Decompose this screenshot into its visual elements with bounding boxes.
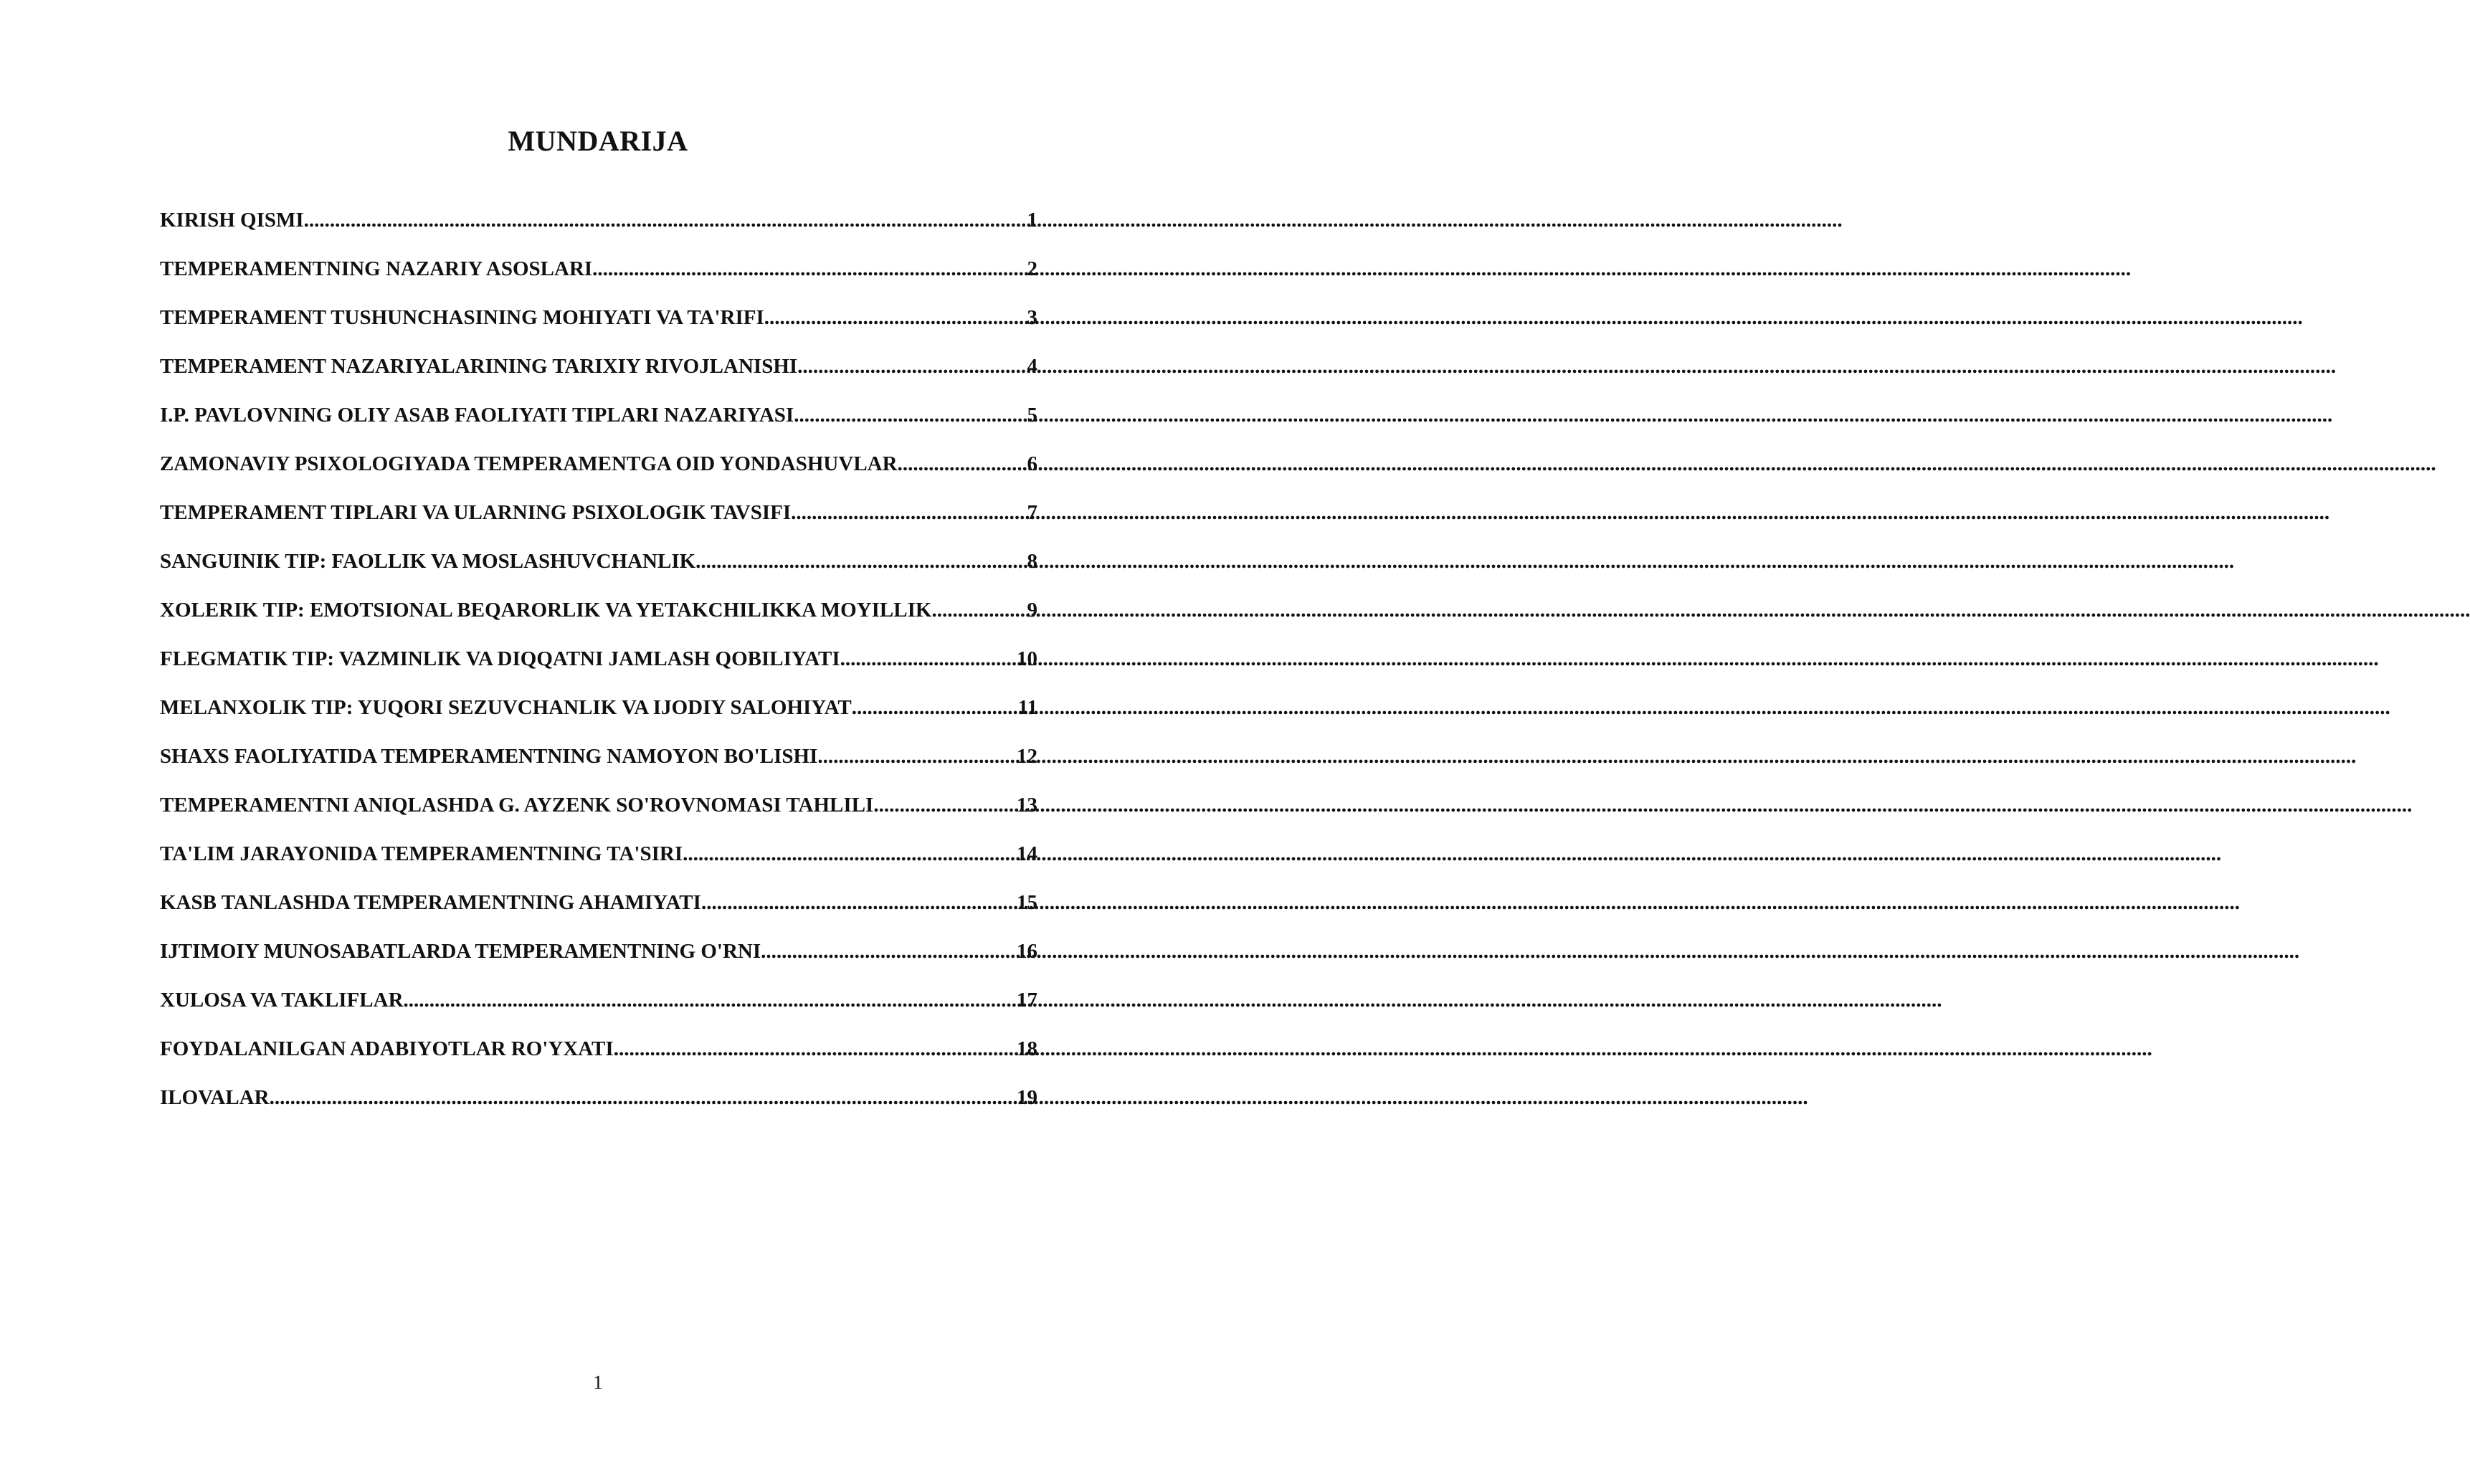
toc-entry-page: 12 — [1017, 745, 1037, 768]
toc-dot-leader — [817, 745, 1017, 769]
toc-dot-leader — [797, 355, 1027, 379]
toc-dot-leader — [683, 842, 1017, 866]
toc-entry-title: TA'LIM JARAYONIDA TEMPERAMENTNING TA'SIRI — [160, 842, 683, 865]
page-title: MUNDARIJA — [508, 124, 688, 157]
toc-entry[interactable] — [160, 355, 1037, 404]
toc-dot-leader — [614, 1037, 1017, 1061]
toc-entry-page: 6 — [1027, 452, 1037, 475]
page-number: 1 — [593, 1371, 603, 1393]
toc-dot-leader — [304, 209, 1027, 232]
toc-dot-leader — [701, 891, 1017, 915]
toc-entry-title: I.P. PAVLOVNING OLIY ASAB FAOLIYATI TIPLARI NAZARIYASI — [160, 404, 794, 427]
toc-entry-page: 2 — [1027, 257, 1037, 280]
toc-entry-title: TEMPERAMENTNI ANIQLASHDA G. AYZENK SO'ROVNOMASI TAHLILI — [160, 794, 874, 817]
toc-dot-leader — [931, 599, 1027, 622]
toc-entry[interactable] — [160, 794, 1037, 842]
document-page — [0, 0, 1147, 1484]
toc-entry[interactable] — [160, 1037, 1037, 1086]
toc-entry[interactable] — [160, 989, 1037, 1037]
toc-entry-title: SANGUINIK TIP: FAOLLIK VA MOSLASHUVCHANLIK — [160, 550, 696, 573]
toc-entry-page: 10 — [1017, 647, 1037, 670]
toc-entry[interactable] — [160, 940, 1037, 989]
toc-dot-leader — [873, 794, 1017, 817]
toc-dot-leader — [764, 306, 1027, 330]
toc-entry-title: XULOSA VA TAKLIFLAR — [160, 989, 404, 1012]
toc-entry-title: ZAMONAVIY PSIXOLOGIYADA TEMPERAMENTGA OID YONDASHUVLAR — [160, 452, 898, 475]
toc-entry-page: 9 — [1027, 599, 1037, 622]
toc-entry-title: XOLERIK TIP: EMOTSIONAL BEQARORLIK VA YETAKCHILIKKA MOYILLIK — [160, 599, 932, 622]
toc-entry-title: TEMPERAMENTNING NAZARIY ASOSLARI — [160, 257, 593, 280]
toc-entry[interactable] — [160, 599, 1037, 647]
toc-entry-title: MELANXOLIK TIP: YUQORI SEZUVCHANLIK VA IJODIY SALOHIYAT — [160, 696, 852, 719]
toc-dot-leader — [270, 1086, 1017, 1110]
toc-entry-page: 4 — [1027, 355, 1037, 378]
toc-entry-page: 7 — [1027, 501, 1037, 524]
toc-entry[interactable] — [160, 842, 1037, 891]
toc-entry-page: 13 — [1017, 794, 1037, 817]
toc-entry[interactable] — [160, 404, 1037, 452]
toc-dot-leader — [898, 452, 1027, 476]
toc-dot-leader — [592, 257, 1027, 281]
toc-entry[interactable] — [160, 209, 1037, 257]
toc-entry-page: 16 — [1017, 940, 1037, 963]
toc-dot-leader — [852, 696, 1018, 720]
toc-entry-title: FLEGMATIK TIP: VAZMINLIK VA DIQQATNI JAMLASH QOBILIYATI — [160, 647, 840, 670]
toc-entry-title: TEMPERAMENT TIPLARI VA ULARNING PSIXOLOGIK TAVSIFI — [160, 501, 792, 524]
toc-entry[interactable] — [160, 501, 1037, 550]
toc-entry-page: 15 — [1017, 891, 1037, 914]
toc-entry-page: 18 — [1017, 1037, 1037, 1060]
toc-entry-title: IJTIMOIY MUNOSABATLARDA TEMPERAMENTNING O'RNI — [160, 940, 761, 963]
toc-entry[interactable] — [160, 257, 1037, 306]
toc-entry-title: FOYDALANILGAN ADABIYOTLAR RO'YXATI — [160, 1037, 614, 1060]
toc-entry-title: TEMPERAMENT NAZARIYALARINING TARIXIY RIVOJLANISHI — [160, 355, 798, 378]
toc-entry[interactable] — [160, 891, 1037, 940]
toc-entry-page: 5 — [1027, 404, 1037, 427]
toc-entry[interactable] — [160, 306, 1037, 355]
toc-dot-leader — [794, 404, 1027, 427]
toc-dot-leader — [840, 647, 1017, 671]
toc-dot-leader — [404, 989, 1017, 1012]
toc-entry-page: 17 — [1017, 989, 1037, 1012]
toc-entry-page: 1 — [1027, 209, 1037, 232]
toc-entry[interactable] — [160, 550, 1037, 599]
toc-entry-page: 8 — [1027, 550, 1037, 573]
toc-entry-page: 14 — [1017, 842, 1037, 865]
toc-entry-title: KIRISH QISMI — [160, 209, 304, 232]
toc-dot-leader — [791, 501, 1027, 525]
table-of-contents — [160, 209, 1037, 1135]
toc-dot-leader — [761, 940, 1017, 964]
toc-entry-title: ILOVALAR — [160, 1086, 270, 1109]
toc-entry[interactable] — [160, 696, 1037, 745]
toc-entry[interactable] — [160, 452, 1037, 501]
toc-entry-title: KASB TANLASHDA TEMPERAMENTNING AHAMIYATI — [160, 891, 701, 914]
toc-entry[interactable] — [160, 1086, 1037, 1135]
toc-dot-leader — [695, 550, 1027, 574]
toc-entry[interactable] — [160, 745, 1037, 794]
toc-entry-page: 19 — [1017, 1086, 1037, 1109]
toc-entry-title: TEMPERAMENT TUSHUNCHASINING MOHIYATI VA TA'RIFI — [160, 306, 764, 329]
toc-entry[interactable] — [160, 647, 1037, 696]
toc-entry-page: 11 — [1017, 696, 1037, 719]
toc-entry-title: SHAXS FAOLIYATIDA TEMPERAMENTNING NAMOYON BO'LISHI — [160, 745, 818, 768]
toc-entry-page: 3 — [1027, 306, 1037, 329]
